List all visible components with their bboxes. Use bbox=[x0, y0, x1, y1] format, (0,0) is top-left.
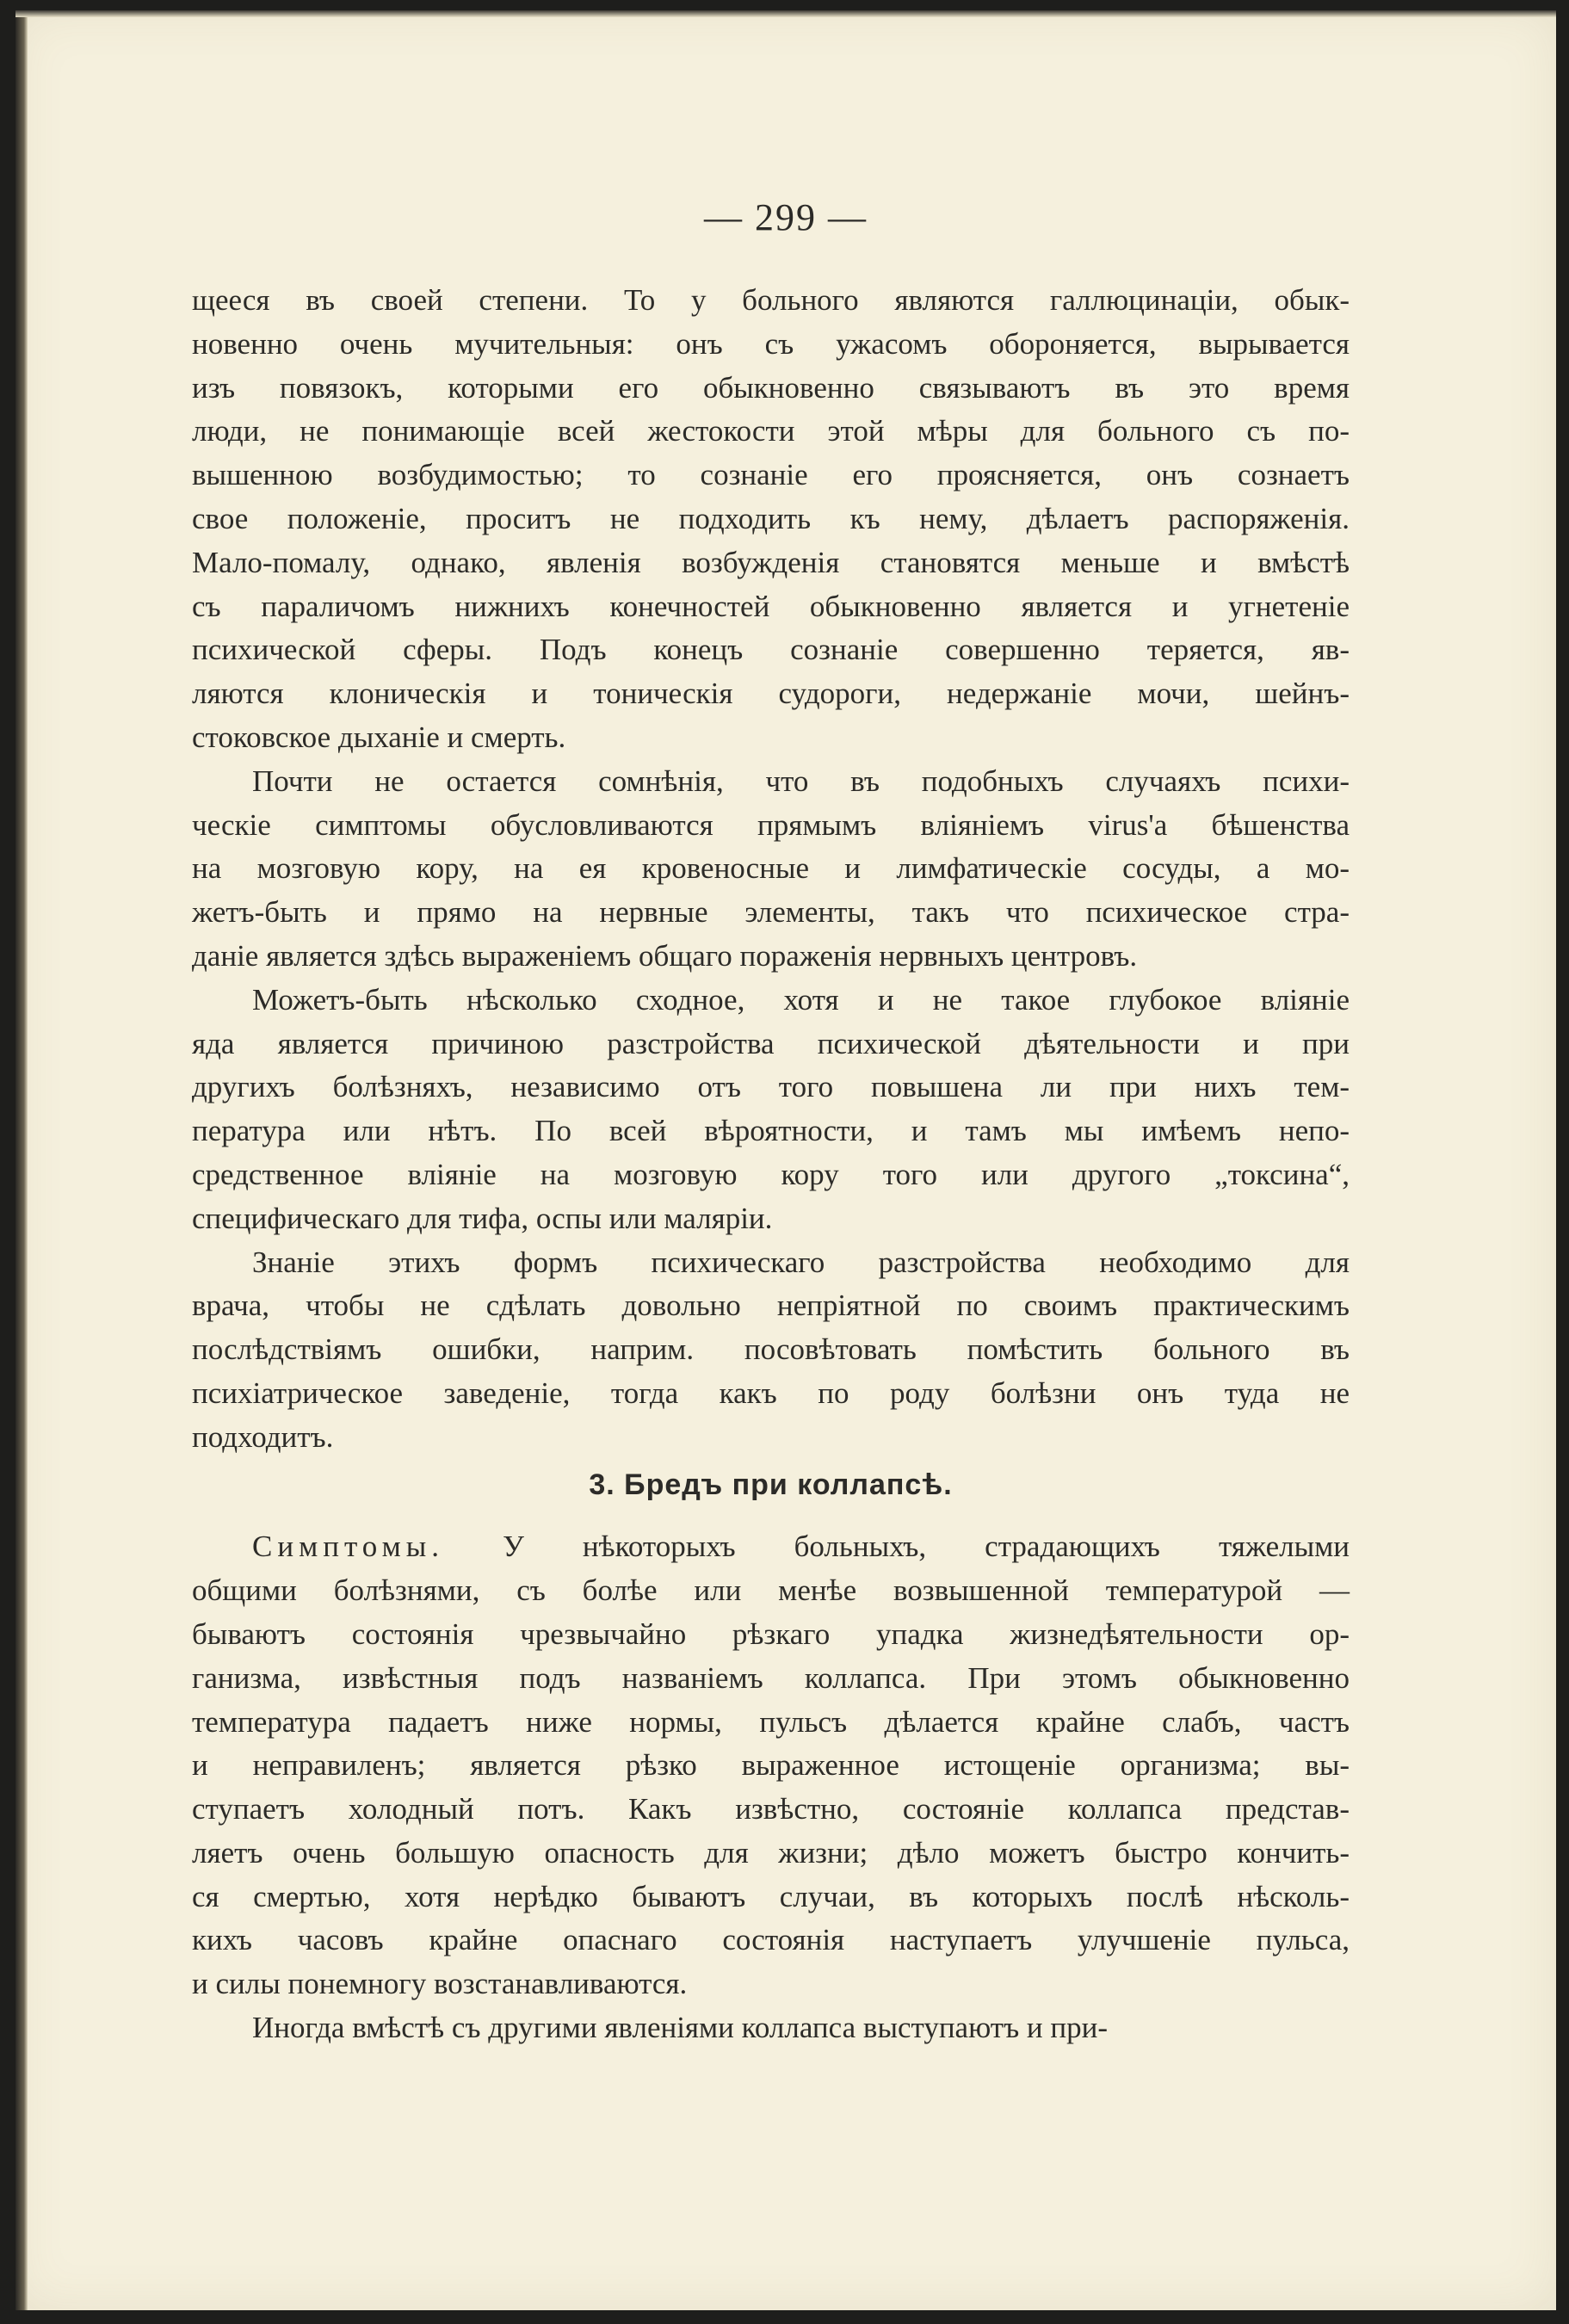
text-line: даніе является здѣсь выраженіемъ общаго пораженія нервныхъ центровъ. bbox=[192, 938, 1138, 973]
text-line: другихъ болѣзняхъ, независимо отъ того повышена ли при нихъ тем- bbox=[192, 1070, 1350, 1104]
text-line: и неправиленъ; является рѣзко выраженное истощеніе организма; вы- bbox=[192, 1748, 1350, 1783]
text-line: подходитъ. bbox=[192, 1419, 334, 1454]
text-line: ганизма, извѣстныя подъ названіемъ коллапса. При этомъ обыкновенно bbox=[192, 1660, 1350, 1695]
section-paragraphs bbox=[192, 1525, 1350, 2050]
main-paragraphs bbox=[192, 279, 1350, 1460]
text-line: Мало-помалу, однако, явленія возбужденія становятся меньше и вмѣстѣ bbox=[192, 545, 1350, 579]
text-line: жетъ-быть и прямо на нервные элементы, такъ что психическое стра- bbox=[192, 895, 1350, 930]
text-line: Иногда вмѣстѣ съ другими явленіями коллапса выступаютъ и при- bbox=[252, 2011, 1109, 2045]
body-text bbox=[192, 279, 1350, 2050]
text-line: бываютъ состоянія чрезвычайно рѣзкаго упадка жизнедѣятельности ор- bbox=[192, 1616, 1350, 1651]
text-line: Почти не остается сомнѣнія, что въ подобныхъ случаяхъ психи- bbox=[252, 763, 1350, 798]
text-line: общими болѣзнями, съ болѣе или менѣе возвышенной температурой — bbox=[192, 1573, 1350, 1608]
text-line: пература или нѣтъ. По всей вѣроятности, и тамъ мы имѣемъ непо- bbox=[192, 1114, 1350, 1148]
text-line: Симптомы. У нѣкоторыхъ больныхъ, страдающихъ тяжелыми bbox=[252, 1530, 1350, 1564]
paragraph bbox=[192, 760, 1350, 979]
text-line: и силы понемногу возстанавливаются. bbox=[192, 1967, 688, 2001]
text-line: психической сферы. Подъ конецъ сознаніе совершенно теряется, яв- bbox=[192, 633, 1350, 667]
page-spine-shadow bbox=[15, 10, 28, 2310]
text-line: психіатрическое заведеніе, тогда какъ по роду болѣзни онъ туда не bbox=[192, 1375, 1350, 1410]
text-line: стоковское дыханіе и смерть. bbox=[192, 720, 566, 754]
text-line: на мозговую кору, на ея кровеносные и лимфатическіе сосуды, а мо- bbox=[192, 851, 1350, 886]
paragraph bbox=[192, 1241, 1350, 1460]
book-page bbox=[15, 10, 1556, 2310]
text-line: Знаніе этихъ формъ психическаго разстройства необходимо для bbox=[252, 1245, 1350, 1279]
text-line: съ параличомъ нижнихъ конечностей обыкновенно является и угнетеніе bbox=[192, 589, 1350, 623]
text-line: щееся въ своей степени. То у больного являются галлюцинаціи, обык- bbox=[192, 283, 1350, 317]
text-line: кихъ часовъ крайне опаснаго состоянія наступаетъ улучшеніе пульса, bbox=[192, 1923, 1350, 1957]
text-line: средственное вліяніе на мозговую кору того или другого „токсина“, bbox=[192, 1157, 1350, 1191]
paragraph bbox=[192, 279, 1350, 760]
text-line: вышенною возбудимостью; то сознаніе его проясняется, онъ сознаетъ bbox=[192, 458, 1350, 492]
text-line: послѣдствіямъ ошибки, наприм. посовѣтовать помѣстить больного въ bbox=[192, 1332, 1350, 1367]
paragraph bbox=[192, 1525, 1350, 2006]
page-number: — 299 — bbox=[704, 196, 868, 238]
text-line: Можетъ-быть нѣсколько сходное, хотя и не такое глубокое вліяніе bbox=[252, 982, 1350, 1017]
text-line: температура падаетъ ниже нормы, пульсъ дѣлается крайне слабъ, частъ bbox=[192, 1704, 1350, 1739]
text-line: ляются клоническія и тоническія судороги, недержаніе мочи, шейнъ- bbox=[192, 677, 1350, 711]
text-line: специфическаго для тифа, оспы или маляріи. bbox=[192, 1201, 773, 1235]
paragraph bbox=[192, 2006, 1350, 2050]
text-line: ступаетъ холодный потъ. Какъ извѣстно, состояніе коллапса представ- bbox=[192, 1792, 1350, 1826]
text-line: люди, не понимающіе всей жестокости этой мѣры для больного съ по- bbox=[192, 414, 1350, 448]
text-line: ческіе симптомы обусловливаются прямымъ вліяніемъ virus'a бѣшенства bbox=[192, 807, 1350, 842]
text-line: новенно очень мучительныя: онъ съ ужасомъ обороняется, вырывается bbox=[192, 326, 1350, 361]
section-heading: 3. Бредъ при коллапсѣ. bbox=[589, 1468, 953, 1501]
text-line: изъ повязокъ, которыми его обыкновенно связываютъ въ это время bbox=[192, 370, 1350, 405]
text-line: ляетъ очень большую опасность для жизни; дѣло можетъ быстро кончить- bbox=[192, 1835, 1350, 1870]
text-line: врача, чтобы не сдѣлать довольно непріятной по своимъ практическимъ bbox=[192, 1289, 1350, 1323]
text-line: ся смертью, хотя нерѣдко бываютъ случаи, въ которыхъ послѣ нѣсколь- bbox=[192, 1879, 1350, 1913]
page-top-edge bbox=[15, 10, 1556, 17]
lead-word: Симптомы. bbox=[252, 1530, 445, 1564]
text-line: свое положеніе, проситъ не подходить къ нему, дѣлаетъ распоряженія. bbox=[192, 501, 1350, 535]
paragraph bbox=[192, 979, 1350, 1241]
text-line: яда является причиною разстройства психической дѣятельности и при bbox=[192, 1026, 1350, 1060]
